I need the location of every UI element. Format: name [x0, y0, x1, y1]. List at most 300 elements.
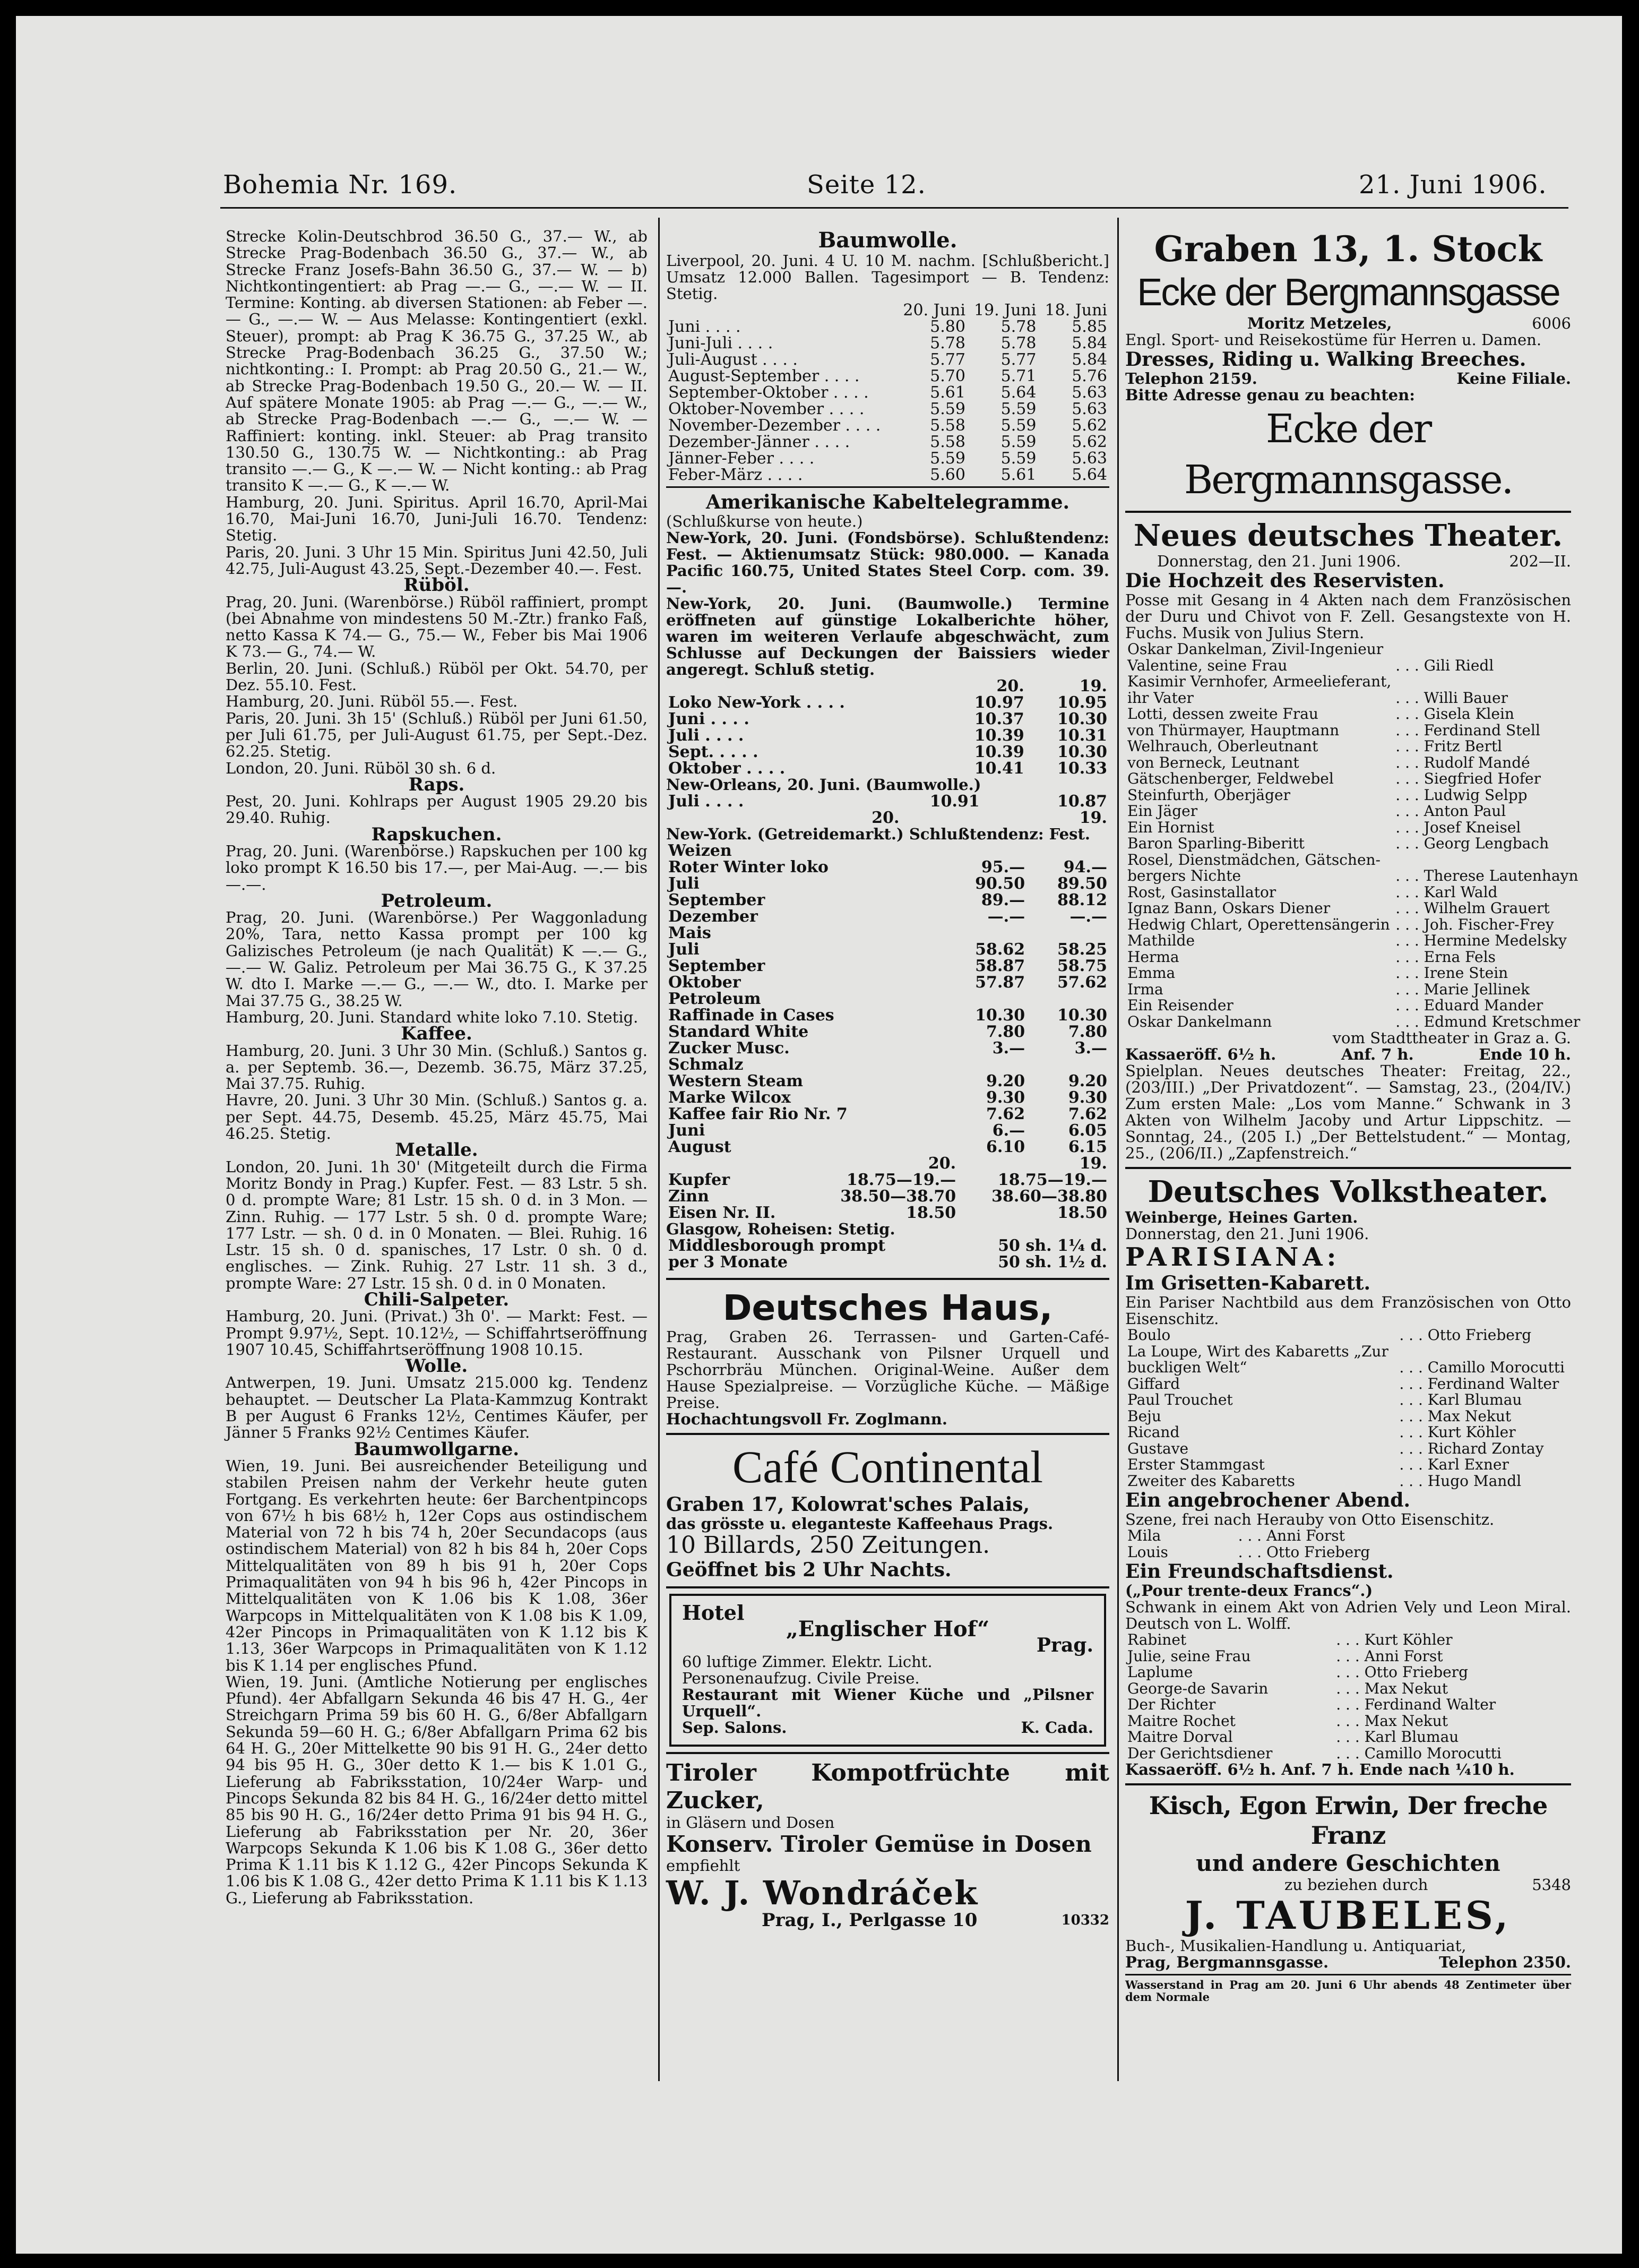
theater-neues-deutsches [1125, 518, 1581, 1162]
row-label: Juli [668, 874, 700, 893]
cast-row [1125, 1441, 1571, 1457]
garne-wien-2: Wien, 19. Juni. (Amtliche Notierung per englisches Pfund). 4er Abfallgarn Sekunda 46 bis 47 H. G., 4er Streichgarn Prima 59 bis 60 H. G., 6/8er Abfallgarn Sekunda 59—60 H. G.; 6/8er Abfallgarn Prima 62 bis 64 H. G., 20er Mittelkette 90 bis 91 H. G., 24er detto 94 bis 95 H. G., 30er detto K 1.— bis K 1.01 G., Lieferung ab Fabriksstation, 10/24er Warp- und Pincops Sekunda 82 bis 84 H. G., 16/24er detto mittel 85 bis 90 H. G., 16/24er detto Prima 91 bis 94 H. G., Lieferung ab Fabriksstation per Nr. 20, 36er Warpcops Sekunda K 1.06 bis K 1.08 G., 36er detto Prima K 1.11 bis K 1.12 G., 42er Pincops Sekunda K 1.06 bis K 1.08 G., 42er detto Prima K 1.11 bis K 1.13 G., Lieferung ab Fabriksstation. [226, 1672, 648, 1907]
role-name: von Berneck, Leutnant [1127, 753, 1299, 771]
ny-getreidemarkt: New-York. (Getreidemarkt.) Schlußtendenz: Fest. [666, 825, 1090, 843]
row-value: 5.59 [1000, 400, 1037, 418]
row-value: 10.97 [974, 693, 1024, 712]
table-header-cell [666, 1155, 807, 1172]
row-value: 6.05 [1068, 1121, 1107, 1140]
rapskuchen-prag: Prag, 20. Juni. (Warenbörse.) Rapskuchen per 100 kg loko prompt K 16.50 bis 17.—, per Mai-Aug. —.— bis —.—. [226, 841, 648, 894]
ad-wondracek-name: W. J. Wondráček [666, 1874, 979, 1912]
ad-wondracek-number: 10332 [1061, 1912, 1109, 1928]
row-value [945, 925, 1027, 941]
row-value: 5.78 [1000, 317, 1037, 336]
ad-hotel-city: Prag. [1036, 1634, 1093, 1656]
cast-row [1125, 1473, 1571, 1490]
wolle-antwerpen: Antwerpen, 19. Juni. Umsatz 215.000 kg. Tendenz behauptet. — Deutscher La Plata-Kammzug Kontrakt B per August 6 Franks 12½, Centimes Käufer, per Jänner 5 Franks 92½ Centimes Käufer. [226, 1373, 648, 1442]
table-row [666, 1056, 1109, 1073]
table-row [666, 1139, 1109, 1155]
table-row [666, 450, 1109, 467]
row-value: 6.— [992, 1121, 1025, 1140]
table-row [666, 351, 1109, 368]
row-label: Petroleum [668, 990, 761, 1008]
ad-deutsches-haus-text: Prag, Graben 26. Terrassen- und Garten-Café-Restaurant. Ausschank von Pilsner Urquell und Pschorrbräu München. Original-Weine. Außer dem Hause Spezialpreise. — Vorzügliche Küche. — Mäßige Preise. [666, 1328, 1109, 1412]
row-label: per 3 Monate [668, 1253, 788, 1272]
cast-row [1125, 884, 1582, 901]
row-label: Juli-August . . . . [668, 350, 798, 369]
spirit-hamburg: Hamburg, 20. Juni. Spiritus. April 16.70, April-Mai 16.70, Mai-Juni 16.70, Juni-Juli 16.70. Tendenz: Stetig. [226, 493, 648, 545]
cast-row [1125, 852, 1582, 869]
role-name: Ein Jäger [1127, 802, 1198, 820]
role-name: Ein Hornist [1127, 818, 1214, 836]
row-value: 10.39 [974, 726, 1024, 745]
row-label: Eisen Nr. II. [668, 1204, 776, 1222]
row-value: 10.41 [974, 759, 1024, 778]
row-label: Marke Wilcox [668, 1088, 791, 1107]
row-value: 57.87 [975, 973, 1025, 992]
row-label: Oktober [668, 973, 741, 992]
cast-row [1125, 1528, 1571, 1544]
row-value: 10.91 [929, 792, 980, 811]
dvt-play-3-description: Schwank in einem Akt von Adrien Vely und Leon Miral. Deutsch von L. Wolff. [1125, 1598, 1571, 1633]
table-row [666, 694, 1109, 711]
cast-row [1125, 1729, 1571, 1746]
cast-row [1125, 900, 1582, 917]
rule [666, 1433, 1109, 1435]
dvt-cast-1 [1125, 1327, 1571, 1489]
row-value: 50 sh. 1½ d. [998, 1253, 1107, 1272]
actor-name: . . . Max Nekut [1336, 1679, 1448, 1697]
role-name: Gustave [1127, 1439, 1189, 1457]
row-value: 89.— [981, 891, 1025, 909]
dvt-description: Ein Pariser Nachtbild aus dem Französischen von Otto Eisenschitz. [1125, 1293, 1571, 1328]
actor-name: . . . Marie Jellinek [1395, 980, 1530, 998]
rueboel-berlin: Berlin, 20. Juni. (Schluß.) Rüböl per Okt. 54.70, per Dez. 55.10. Fest. [226, 659, 648, 694]
cast-row [1125, 1648, 1571, 1665]
ad-wondracek-line2: in Gläsern und Dosen [666, 1814, 835, 1832]
actor-name: . . . Otto Frieberg [1238, 1543, 1370, 1561]
actor-name: . . . Ferdinand Walter [1336, 1696, 1496, 1713]
row-value: 7.80 [986, 1023, 1025, 1041]
row-value: 58.75 [1057, 957, 1107, 975]
cast-row [1125, 1014, 1582, 1030]
cast-row [1125, 803, 1582, 820]
role-name: Oskar Dankelmann [1127, 1012, 1272, 1030]
cast-row [1125, 1457, 1571, 1473]
actor-name: . . . Max Nekut [1336, 1712, 1448, 1730]
glasgow-line: Glasgow, Roheisen: Stetig. [666, 1220, 895, 1238]
kaffee-hamburg: Hamburg, 20. Juni. 3 Uhr 30 Min. (Schluß.) Santos g. a. per Septemb. 36.—, Dezemb. 36.75, März 37.25, Mai 37.75. Ruhig. [226, 1041, 648, 1093]
row-label: Juni-Juli . . . . [668, 334, 773, 353]
cast-row [1125, 690, 1582, 707]
row-value [1027, 991, 1109, 1007]
ny-cotton-table [666, 678, 1109, 777]
table-row [666, 1007, 1109, 1024]
dvt-play-3-title: Ein Freundschaftsdienst. [1125, 1560, 1394, 1583]
table-header-cell: 19. [1079, 677, 1107, 695]
row-value: 5.59 [930, 400, 965, 418]
actor-name: . . . Gili Riedl [1395, 656, 1494, 674]
ad-wondracek-address: Prag, I., Perlgasse 10 [762, 1910, 978, 1931]
row-value: 7.80 [1068, 1023, 1107, 1041]
dvt-play-title: PARISIANA: [1125, 1242, 1341, 1272]
row-label: Oktober . . . . [668, 759, 786, 778]
row-label: Zucker Musc. [668, 1039, 790, 1058]
actor-name: . . . Gisela Klein [1395, 705, 1514, 723]
ad-cafe-continental [666, 1440, 1109, 1581]
cast-row [1125, 738, 1582, 755]
row-label: Kaffee fair Rio Nr. 7 [668, 1105, 848, 1123]
role-name: Der Richter [1127, 1696, 1216, 1713]
actor-name: . . . Fritz Bertl [1395, 737, 1503, 755]
actor-name: . . . Otto Frieberg [1399, 1326, 1532, 1344]
row-value: 5.64 [1072, 466, 1107, 484]
row-value: —.— [987, 907, 1025, 926]
actor-name: . . . Otto Frieberg [1336, 1663, 1468, 1681]
actor-name: . . . Georg Lengbach [1395, 835, 1549, 852]
dvt-date: Donnerstag, den 21. Juni 1906. [1125, 1225, 1369, 1243]
role-name: Oskar Dankelman, Zivil-Ingenieur [1127, 640, 1384, 658]
role-name: Zweiter des Kabaretts [1127, 1472, 1295, 1490]
table-row [666, 1172, 1109, 1188]
row-value: 9.30 [986, 1088, 1025, 1107]
ad-metzeles-name: Moritz Metzeles, [1247, 314, 1392, 332]
rueboel-paris: Paris, 20. Juni. 3h 15' (Schluß.) Rüböl per Juni 61.50, per Juli 61.75, per Juli-August 61.75, per Sept.-Dez. 62.25. Stetig. [226, 709, 648, 761]
cast-row [1125, 1632, 1571, 1648]
heading-wolle: Wolle. [405, 1355, 468, 1377]
row-value: 5.71 [1000, 367, 1037, 385]
heading-kaffee: Kaffee. [401, 1023, 472, 1045]
row-value: 94.— [1063, 858, 1107, 877]
garne-wien-1: Wien, 19. Juni. Bei ausreichender Beteiligung und stabilen Preisen nahm der Verkehr heute guten Fortgang. Es verkehrten heute: 6er Barchentpincops von 67½ h bis 68½ h, 12er Cops aus ostindischem Material von 72 h bis 74 h, 20er Secundacops (aus ostindischem Material) von 82 h bis 84 h, 20er Cops Mittelqualitäten von 89 h bis 91 h, 20er Cops Primaqualitäten von 94 h bis 96 h, 42er Pincops in Mittelqualitäten von K 1.06 bis K 1.08, 36er Warpcops in Mittelqualitäten von K 1.08 bis K 1.09, 42er Pincops in Primaqualitäten von K 1.12 bis K 1.13, 36er Warpcops in Primaqualitäten von K 1.12 bis K 1.14 per englisches Pfund. [226, 1456, 648, 1674]
dvt-play-3-subtitle: („Pour trente-deux Francs“.) [1125, 1582, 1373, 1600]
table-header-cell: 19. Juni [973, 301, 1037, 320]
ndt-number: 202—II. [1509, 552, 1571, 570]
ad-hotel-englischer-hof [669, 1594, 1106, 1747]
role-name: Erster Stammgast [1127, 1456, 1265, 1473]
ad-hotel-owner: K. Cada. [1021, 1719, 1093, 1737]
cast-row [1125, 1360, 1571, 1376]
ad-cafe-continental-line3: 10 Billards, 250 Zeitungen. [666, 1532, 990, 1559]
row-value: 58.62 [975, 940, 1025, 959]
row-label: Oktober-November . . . . [668, 400, 865, 418]
row-value: 18.50 [1057, 1204, 1107, 1222]
ndt-play-title: Die Hochzeit des Reservisten. [1125, 570, 1445, 592]
table-row [666, 941, 1109, 958]
row-label: Juni [668, 1121, 705, 1140]
row-value: 5.77 [930, 350, 965, 369]
dvt-location: Weinberge, Heines Garten. [1125, 1208, 1358, 1226]
header-center: Seite 12. [807, 170, 926, 200]
row-label: Dezember-Jänner . . . . [668, 433, 850, 451]
role-name: Boulo [1127, 1326, 1171, 1344]
ad-deutsches-haus-signature: Hochachtungsvoll Fr. Zoglmann. [666, 1410, 947, 1428]
cast-row [1125, 723, 1582, 739]
table-row [666, 991, 1109, 1007]
row-value: 5.62 [1072, 416, 1107, 435]
ad-hotel-title: Hotel [682, 1601, 745, 1625]
actor-name: . . . Erna Fels [1395, 948, 1496, 966]
column-cotton [666, 228, 1109, 1929]
ad-cafe-continental-address: Graben 17, Kolowrat'sches Palais, [666, 1493, 1030, 1516]
column-rule-1 [658, 218, 660, 2081]
role-name: Ricand [1127, 1423, 1180, 1441]
actor-name: . . . Karl Wald [1395, 883, 1498, 901]
ad-metzeles-number: 6006 [1532, 314, 1571, 332]
table-row [666, 319, 1109, 335]
table-row [666, 892, 1109, 908]
ad-metzeles-notice: Bitte Adresse genau zu beachten: [1125, 386, 1415, 404]
role-name: von Thürmayer, Hauptmann [1127, 721, 1340, 739]
row-value: 88.12 [1057, 891, 1107, 909]
actor-name: . . . Anton Paul [1395, 802, 1506, 820]
role-name: Baron Sparling-Biberitt [1127, 835, 1305, 852]
role-name: Rabinet [1127, 1631, 1187, 1648]
row-value: 10.31 [1057, 726, 1107, 745]
cast-row [1125, 998, 1582, 1014]
ad-hotel-line2: Personenaufzug. Civile Preise. [682, 1669, 920, 1687]
table-row [666, 467, 1109, 483]
table-row [666, 875, 1109, 892]
table-header-cell: 20. [872, 809, 900, 827]
ad-kisch-subtitle: und andere Geschichten [1196, 1850, 1500, 1876]
role-name: Emma [1127, 964, 1176, 982]
ad-metzeles-telephone: Telephon 2159. [1125, 370, 1257, 388]
row-value: 5.84 [1072, 350, 1107, 369]
actor-name: . . . Camillo Morocutti [1336, 1744, 1502, 1762]
row-value: 5.61 [930, 383, 965, 402]
row-label: Mais [668, 924, 711, 942]
row-value [1027, 1056, 1109, 1073]
row-label: September [668, 891, 765, 909]
table-row [666, 1205, 1109, 1221]
ad-hotel-line3: Restaurant mit Wiener Küche und „Pilsner Urquell“. [682, 1686, 1093, 1720]
row-value: 5.85 [1072, 317, 1107, 336]
metal-table [666, 1155, 1109, 1221]
row-value: 10.33 [1057, 759, 1107, 778]
row-label: Juli . . . . [668, 792, 744, 811]
row-value [1027, 925, 1109, 941]
actor-name [1393, 641, 1582, 658]
row-value: 5.63 [1072, 449, 1107, 468]
table-row [666, 1089, 1109, 1106]
ndt-cast [1125, 641, 1582, 1030]
row-value: 6.15 [1068, 1138, 1107, 1156]
table-row [666, 1106, 1109, 1122]
table-row [666, 744, 1109, 760]
row-value: 10.87 [1057, 792, 1107, 811]
role-name: Der Gerichtsdiener [1127, 1744, 1273, 1762]
row-value: 5.59 [1000, 416, 1037, 435]
row-label: September [668, 957, 765, 975]
row-value: 10.37 [974, 710, 1024, 728]
table-row [666, 925, 1109, 941]
cast-row [1125, 1344, 1571, 1360]
ad-kisch-title: Kisch, Egon Erwin, Der freche Franz [1149, 1791, 1548, 1850]
row-value: 50 sh. 1¼ d. [998, 1236, 1107, 1255]
header-right: 21. Juni 1906. [1359, 170, 1547, 200]
role-name: Hedwig Chlart, Operettensängerin [1127, 915, 1390, 933]
row-value: 5.78 [1000, 334, 1037, 353]
ad-metzeles-ecke-2: Ecke der Bergmannsgasse. [1184, 406, 1513, 503]
role-name: Kasimir Vernhofer, Armeelieferant, [1127, 673, 1392, 690]
actor-name: . . . Eduard Mander [1395, 996, 1543, 1014]
row-label: Feber-März . . . . [668, 466, 803, 484]
cast-row [1125, 1376, 1571, 1393]
ad-metzeles-line1: Engl. Sport- und Reisekostüme für Herren u. Damen. [1125, 331, 1542, 349]
role-name: Steinfurth, Oberjäger [1127, 786, 1290, 804]
row-value [1027, 843, 1109, 859]
subheading-schlusskurse: (Schlußkurse von heute.) [666, 512, 863, 530]
row-value: 10.30 [1057, 710, 1107, 728]
sugar-report: Strecke Kolin-Deutschbrod 36.50 G., 37.— W., ab Strecke Prag-Bodenbach 36.50 G., 37.— W., ab Strecke Franz Josefs-Bahn 36.50 G., 37.— W. — b) Nichtkontingentiert: ab Prag —.— G., —.— W. — II. Termine: Konting. ab diversen Stationen: ab Feber —.— G., —.— W. — Aus Melasse: Kontingentiert (exkl. Steuer), prompt: ab Prag K 36.75 G., 37.25 W., ab Strecke Prag-Bodenbach 36.25 G., 37.50 W.; nichtkonting.: I. Prompt: ab Prag 20.50 G., 21.— W., ab Strecke Prag-Bodenbach 19.50 G., 20.— W. — II. Auf spätere Monate 1905: ab Prag —.— G., —.— W., ab Strecke Prag-Bodenbach —.— G., —.— W. — Raffiniert: konting. inkl. Steuer: ab Prag transito 130.50 G., 130.75 W. — Nichtkonting.: ab Prag transito —.— G., K —.— W. — Nicht konting.: ab Prag transito K —.— G., K —.— W. [226, 227, 648, 495]
ad-taubeles-address: Prag, Bergmannsgasse. [1125, 1953, 1329, 1971]
row-value: 10.30 [1057, 1006, 1107, 1025]
table-header-cell: 18. Juni [1045, 301, 1107, 320]
cast-row [1125, 1392, 1571, 1408]
cast-row [1125, 1664, 1571, 1681]
role-name: buckligen Welt“ [1127, 1359, 1247, 1376]
table-row [666, 368, 1109, 384]
rule [666, 1278, 1109, 1280]
cast-row [1125, 658, 1582, 674]
row-label: Juni . . . . [668, 710, 749, 728]
row-value: 5.80 [930, 317, 965, 336]
row-value [945, 991, 1027, 1007]
ad-taubeles-name: J. TAUBELES, [1185, 1893, 1512, 1938]
row-label: Zinn [668, 1187, 709, 1206]
heading-rapskuchen: Rapskuchen. [371, 823, 502, 845]
table-row [666, 908, 1109, 925]
row-value: 5.59 [930, 449, 965, 468]
table-row [666, 335, 1109, 351]
dvt-cast-3 [1125, 1632, 1571, 1762]
ad-metzeles [1125, 228, 1571, 505]
role-name: Ein Reisender [1127, 996, 1233, 1014]
actor-name: . . . Karl Exner [1399, 1456, 1509, 1473]
row-label: Raffinade in Cases [668, 1006, 834, 1025]
grain-table [666, 843, 1109, 1155]
rueboel-prag: Prag, 20. Juni. (Warenbörse.) Rüböl raffiniert, prompt (bei Abnahme von mindestens 50 M.-Ztr.) franko Faß, netto Kassa K 74.— G., 75.— W., Feber bis Mai 1906 K 73.— G., 74.— W. [226, 592, 648, 661]
heading-metalle: Metalle. [395, 1139, 478, 1161]
ad-metzeles-title: Graben 13, 1. Stock [1154, 228, 1542, 270]
ad-cafe-continental-line4: Geöffnet bis 2 Uhr Nachts. [666, 1559, 952, 1581]
heading-petroleum: Petroleum. [381, 890, 493, 912]
actor-name: . . . Max Nekut [1399, 1407, 1512, 1425]
ad-metzeles-no-branch: Keine Filiale. [1456, 370, 1571, 388]
petroleum-hamburg: Hamburg, 20. Juni. Standard white loko 7.10. Stetig. [226, 1008, 639, 1026]
rueboel-hamburg: Hamburg, 20. Juni. Rüböl 55.—. Fest. [226, 692, 518, 711]
actor-name: . . . Ludwig Selpp [1395, 786, 1528, 804]
ad-metzeles-line2: Dresses, Riding u. Walking Breeches. [1125, 348, 1526, 371]
row-value: 38.60—38.80 [991, 1187, 1107, 1206]
ad-kisch-number: 5348 [1532, 1876, 1571, 1894]
role-name: ihr Vater [1127, 689, 1194, 707]
role-name: Ignaz Bann, Oskars Diener [1127, 899, 1331, 917]
table-row [666, 958, 1109, 974]
cast-row [1125, 1681, 1571, 1697]
column-rule-2 [1117, 218, 1119, 2081]
row-value: 7.62 [986, 1105, 1025, 1123]
ndt-title: Neues deutsches Theater. [1133, 518, 1563, 553]
rule [1125, 511, 1571, 513]
row-label: Juli [668, 940, 700, 959]
table-header-cell: 20. [928, 1154, 956, 1173]
actor-name: . . . Ferdinand Stell [1395, 721, 1540, 739]
header-left: Bohemia Nr. 169. [223, 170, 458, 200]
actor-name: . . . Camillo Morocutti [1399, 1359, 1565, 1376]
actor-name: . . . Karl Blumau [1399, 1391, 1522, 1408]
ad-hotel-name: „Englischer Hof“ [786, 1617, 990, 1642]
column-markets [226, 228, 648, 1906]
rule [666, 1752, 1109, 1754]
actor-name: . . . Therese Lautenhayn [1395, 867, 1578, 884]
role-name: Laplume [1127, 1663, 1193, 1681]
row-label: Middlesborough prompt [668, 1236, 886, 1255]
new-orleans-line: New-Orleans, 20. Juni. (Baumwolle.) [666, 776, 981, 794]
heading-baumwollgarne: Baumwollgarne. [353, 1438, 520, 1460]
heading-chili-salpeter: Chili-Salpeter. [364, 1289, 510, 1310]
ad-hotel-line1: 60 luftige Zimmer. Elektr. Licht. [682, 1653, 933, 1671]
ndt-date: Donnerstag, den 21. Juni 1906. [1157, 552, 1401, 570]
row-value [945, 1056, 1027, 1073]
actor-name: . . . Wilhelm Grauert [1395, 899, 1550, 917]
table-row [666, 727, 1109, 744]
row-label: Juli . . . . [668, 726, 744, 745]
row-value: 57.62 [1057, 973, 1107, 992]
new-orleans-table [666, 793, 1109, 810]
cast-row [1125, 949, 1582, 966]
role-name: Maitre Dorval [1127, 1728, 1233, 1746]
table-row [666, 843, 1109, 859]
heading-rueboel: Rüböl. [403, 574, 470, 596]
role-name: Louis [1127, 1543, 1168, 1561]
cast-row [1125, 1424, 1571, 1441]
dvt-play-2-description: Szene, frei nach Herauby von Otto Eisenschitz. [1125, 1510, 1495, 1528]
ndt-spielplan: Spielplan. Neues deutsches Theater: Freitag, 22., (203/III.) „Der Privatdozent“. — Samstag, 23., (204/IV.) Zum ersten Male: „Los vom Manne.“ Schwank in 3 Akten von Wilhelm Jacoby und Artur Lippschitz. — Sonntag, 24., (205 I.) „Der Bettelstudent.“ — Montag, 25., (206/II.) „Zapfenstreich.“ [1125, 1062, 1571, 1162]
role-name: Mathilde [1127, 932, 1195, 949]
column-ads-theater [1125, 228, 1581, 2004]
cast-row [1125, 771, 1582, 787]
ny-fondsboerse: New-York, 20. Juni. (Fondsbörse). Schlußtendenz: Fest. — Aktienumsatz Stück: 980.000. — Kanada Pacific 160.75, United States Steel Corp. com. 39.—. [666, 529, 1109, 596]
row-label: Western Steam [668, 1072, 804, 1090]
header-rule [220, 207, 1568, 209]
ad-wondracek-line4: empfiehlt [666, 1857, 740, 1875]
ad-wondracek [666, 1759, 1109, 1929]
table-header-cell: 19. [1079, 1154, 1107, 1173]
dvt-title: Deutsches Volkstheater. [1148, 1174, 1549, 1209]
actor-name: . . . Kurt Köhler [1399, 1423, 1516, 1441]
cast-row [1125, 1327, 1571, 1344]
cotton-table [666, 302, 1109, 483]
role-name: Mila [1127, 1527, 1161, 1544]
new-orleans-head [666, 810, 1109, 826]
table-row [666, 1254, 1109, 1270]
actor-name: . . . Anni Forst [1336, 1647, 1443, 1665]
role-name: Irma [1127, 980, 1163, 998]
ndt-description: Posse mit Gesang in 4 Akten nach dem Französischen der Duru und Chivot von F. Zell. Gesangstexte von H. Fuchs. Musik von Julius Stern. [1125, 591, 1571, 642]
cast-row [1125, 1544, 1571, 1561]
row-value: 58.87 [975, 957, 1025, 975]
ad-deutsches-haus-title: Deutsches Haus, [722, 1287, 1053, 1328]
row-value: 18.75—19.— [997, 1171, 1107, 1189]
actor-name: . . . Josef Kneisel [1395, 818, 1521, 836]
table-row [666, 760, 1109, 777]
chili-hamburg: Hamburg, 20. Juni. (Privat.) 3h 0'. — Markt: Fest. — Prompt 9.97½, Sept. 10.12½, — Schiffahrtseröffnung 1907 10.45, Schiffahrtseröffnung 1908 10.15. [226, 1307, 648, 1359]
row-value: 5.62 [1072, 433, 1107, 451]
raps-pest: Pest, 20. Juni. Kohlraps per August 1905 29.20 bis 29.40. Ruhig. [226, 792, 648, 827]
ad-deutsches-haus [666, 1287, 1109, 1428]
